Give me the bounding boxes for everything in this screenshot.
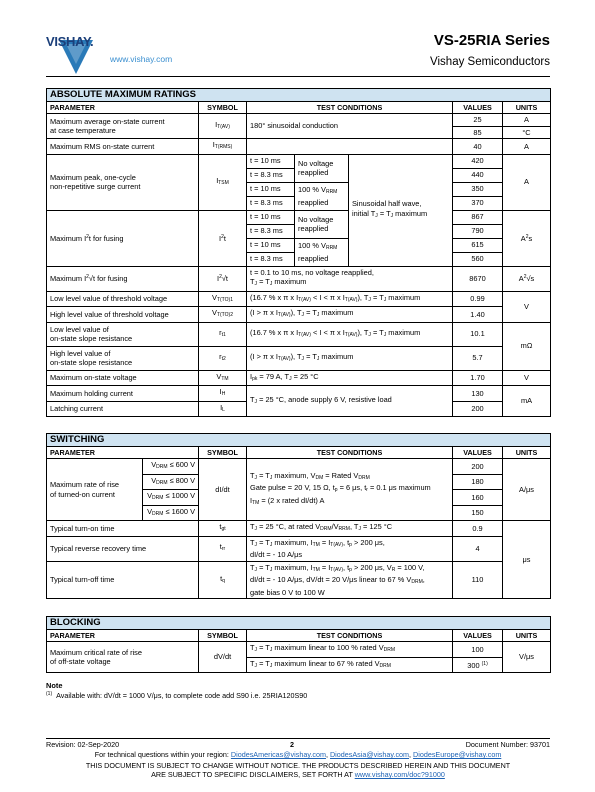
col-header: VALUES — [453, 446, 503, 459]
email-americas-link[interactable]: DiodesAmericas@vishay.com — [230, 750, 326, 759]
condition-cell: t = 0.1 to 10 ms, no voltage reapplied, $T_J = T_J$ maximum — [247, 266, 453, 291]
param-cell: Typical turn-on time — [47, 521, 199, 537]
param-cell: Maximum on-state voltage — [47, 370, 199, 386]
condition-cell: $T_J = T_J$ maximum linear to 100 % rated $V_{DRM}$ — [247, 642, 453, 658]
switching-table — [46, 433, 551, 599]
condition-cell — [247, 139, 453, 155]
symbol-cell: $I^2√t$ — [199, 266, 247, 291]
condition-cell: $T_J = 25$ °C, at rated $V_{DRM}/V_{RRM}$, $T_J = 125$ °C — [247, 521, 453, 537]
unit-cell: μs — [503, 521, 551, 599]
condition-cell: No voltage reapplied — [295, 210, 349, 238]
symbol-cell: $V_{TM}$ — [199, 370, 247, 386]
symbol-cell: $r_{t1}$ — [199, 322, 247, 346]
value-cell: 867 — [453, 210, 503, 224]
condition-cell: $T_J = 25$ °C, anode supply 6 V, resistive load — [247, 386, 453, 417]
col-header: UNITS — [503, 629, 551, 642]
value-cell: 1.70 — [453, 370, 503, 386]
condition-cell: 180° sinusoidal conduction — [247, 114, 453, 139]
unit-cell: V — [503, 291, 551, 322]
email-europe-link[interactable]: DiodesEurope@vishay.com — [413, 750, 502, 759]
condition-cell: (16.7 % x π x $I_{T(AV)} < I < \pi$ x $I_{T(AV)}$), $T_J = T_J$ maximum — [247, 322, 453, 346]
condition-cell: 100 % $V_{RRM}$ reapplied — [295, 182, 349, 210]
symbol-cell: $V_{T(TO)2}$ — [199, 307, 247, 323]
time-cell: t = 10 ms — [247, 182, 295, 196]
col-header: SYMBOL — [199, 446, 247, 459]
value-cell: 370 — [453, 196, 503, 210]
param-cell: Maximum critical rate of rise of off-state voltage — [47, 642, 199, 673]
param-cell: High level value of on-state slope resistance — [47, 346, 199, 370]
time-cell: t = 10 ms — [247, 154, 295, 168]
symbol-cell: $V_{T(TO)1}$ — [199, 291, 247, 307]
time-cell: t = 8.3 ms — [247, 224, 295, 238]
unit-cell: A — [503, 139, 551, 155]
symbol-cell: $I^2t$ — [199, 210, 247, 266]
website-link[interactable]: www.vishay.com — [110, 54, 173, 64]
page-number: 2 — [290, 740, 294, 749]
unit-cell: $A^2√s$ — [503, 266, 551, 291]
condition-cell: (16.7 % x π x $I_{T(AV)} < I < \pi$ x $I_{T(AV)}$), $T_J = T_J$ maximum — [247, 291, 453, 307]
vdrm-cell: $V_{DRM} \le 1000$ V — [143, 490, 199, 506]
col-header: UNITS — [503, 446, 551, 459]
value-cell: 0.99 — [453, 291, 503, 307]
param-cell: Maximum RMS on-state current — [47, 139, 199, 155]
value-cell: 4 — [453, 536, 503, 561]
symbol-cell: $I_{T(AV)}$ — [199, 114, 247, 139]
page-header — [46, 26, 550, 78]
condition-cell: No voltage reapplied — [295, 154, 349, 182]
condition-cell: (I > π x $I_{T(AV)}$), $T_J = T_J$ maximum — [247, 307, 453, 323]
value-cell: 560 — [453, 252, 503, 266]
symbol-cell: $t_q$ — [199, 561, 247, 599]
section-title: SWITCHING — [47, 434, 551, 447]
condition-cell: 100 % $V_{RRM}$ reapplied — [295, 238, 349, 266]
symbol-cell: $I_L$ — [199, 401, 247, 417]
time-cell: t = 8.3 ms — [247, 252, 295, 266]
unit-cell: V/μs — [503, 642, 551, 673]
value-cell: 160 — [453, 490, 503, 506]
unit-cell: mA — [503, 386, 551, 417]
value-cell: 100 — [453, 642, 503, 658]
symbol-cell: $I_H$ — [199, 386, 247, 402]
param-cell: High level value of threshold voltage — [47, 307, 199, 323]
param-cell: Maximum holding current — [47, 386, 199, 402]
time-cell: t = 8.3 ms — [247, 168, 295, 182]
value-cell: 5.7 — [453, 346, 503, 370]
vdrm-cell: $V_{DRM} \le 800$ V — [143, 474, 199, 490]
value-cell: 790 — [453, 224, 503, 238]
unit-cell: °C — [503, 126, 551, 139]
disclaimer-link[interactable]: www.vishay.com/doc?91000 — [354, 770, 445, 779]
value-cell: 615 — [453, 238, 503, 252]
unit-cell: A — [503, 154, 551, 210]
note-title: Note — [46, 681, 63, 690]
value-cell: 200 — [453, 401, 503, 417]
value-cell: 180 — [453, 474, 503, 490]
blocking-table — [46, 616, 551, 673]
abs-max-table — [46, 88, 551, 417]
header-divider — [46, 76, 550, 77]
document-number: Document Number: 93701 — [465, 740, 550, 749]
col-header: VALUES — [453, 101, 503, 114]
time-cell: t = 10 ms — [247, 238, 295, 252]
time-cell: t = 10 ms — [247, 210, 295, 224]
value-cell: 85 — [453, 126, 503, 139]
condition-cell: $T_J = T_J$ maximum, $V_{DM}$ = Rated $V_{DRM}$ Gate pulse = 20 V, 15 Ω, $t_p = 6$ μs, $t_r = 0.1$ μs maximum $I_{TM} = (2$ x rated dI/dt) A — [247, 459, 453, 521]
disclaimer-line: THIS DOCUMENT IS SUBJECT TO CHANGE WITHOUT NOTICE. THE PRODUCTS DESCRIBED HEREIN AND THIS DOCUMENT — [85, 761, 511, 770]
value-cell: 110 — [453, 561, 503, 599]
col-header: PARAMETER — [47, 101, 199, 114]
param-cell: Low level value of threshold voltage — [47, 291, 199, 307]
param-cell: Maximum $I^2t$ for fusing — [47, 210, 199, 266]
col-header: TEST CONDITIONS — [247, 446, 453, 459]
condition-cell: $T_J = T_J$ maximum, $I_{TM} = I_{T(AV)}$, $t_p > 200$ μs, dI/dt = - 10 A/μs — [247, 536, 453, 561]
col-header: PARAMETER — [47, 446, 199, 459]
time-cell: t = 8.3 ms — [247, 196, 295, 210]
condition-cell: $T_J = T_J$ maximum linear to 67 % rated $V_{DRM}$ — [247, 657, 453, 673]
company-name: Vishay Semiconductors — [430, 56, 550, 68]
footer-divider — [46, 738, 550, 739]
condition-cell: Sinusoidal half wave, initial $T_J = T_J$ maximum — [349, 154, 453, 266]
disclaimer-line-2: ARE SUBJECT TO SPECIFIC DISCLAIMERS, SET FORTH AT www.vishay.com/doc?91000 — [151, 770, 445, 779]
vishay-logo: VISHAY. — [46, 26, 106, 76]
condition-cell: $I_{pk} = 79$ A, $T_J = 25$ °C — [247, 370, 453, 386]
unit-cell: A — [503, 114, 551, 127]
value-cell: 350 — [453, 182, 503, 196]
series-title: VS-25RIA Series — [433, 32, 550, 49]
value-cell: 0.9 — [453, 521, 503, 537]
section-title: ABSOLUTE MAXIMUM RATINGS — [47, 89, 551, 102]
param-cell: Maximum peak, one-cycle non-repetitive surge current — [47, 154, 199, 210]
param-cell: Maximum $I^2√t$ for fusing — [47, 266, 199, 291]
value-cell: 300 $^{(1)}$ — [453, 657, 503, 673]
unit-cell: V — [503, 370, 551, 386]
param-cell: Low level value of on-state slope resistance — [47, 322, 199, 346]
col-header: UNITS — [503, 101, 551, 114]
param-cell: Latching current — [47, 401, 199, 417]
value-cell: 40 — [453, 139, 503, 155]
value-cell: 150 — [453, 505, 503, 521]
symbol-cell: dI/dt — [199, 459, 247, 521]
col-header: VALUES — [453, 629, 503, 642]
value-cell: 25 — [453, 114, 503, 127]
note-text: $^{(1)}$ Available with: dV/dt = 1000 V/μs, to complete code add S90 i.e. 25RIA120S90 — [46, 691, 308, 700]
param-cell: Maximum rate of rise of turned-on current — [47, 459, 143, 521]
value-cell: 130 — [453, 386, 503, 402]
unit-cell: mΩ — [503, 322, 551, 370]
condition-cell: $T_J = T_J$ maximum, $I_{TM} = I_{T(AV)}$, $t_p > 200$ μs, $V_R = 100$ V, dI/dt = - 10 A/μs, dV/dt = 20 V/μs linear to 67 % $V_{DRM}$, gate bias 0 V to 100 W — [247, 561, 453, 599]
value-cell: 200 — [453, 459, 503, 475]
col-header: SYMBOL — [199, 629, 247, 642]
value-cell: 440 — [453, 168, 503, 182]
section-title: BLOCKING — [47, 617, 551, 630]
vdrm-cell: $V_{DRM} \le 1600$ V — [143, 505, 199, 521]
param-cell: Maximum average on-state current at case temperature — [47, 114, 199, 139]
col-header: SYMBOL — [199, 101, 247, 114]
value-cell: 8670 — [453, 266, 503, 291]
value-cell: 420 — [453, 154, 503, 168]
symbol-cell: $t_{gt}$ — [199, 521, 247, 537]
symbol-cell: $t_{rr}$ — [199, 536, 247, 561]
col-header: PARAMETER — [47, 629, 199, 642]
col-header: TEST CONDITIONS — [247, 629, 453, 642]
unit-cell: A/μs — [503, 459, 551, 521]
vdrm-cell: $V_{DRM} \le 600$ V — [143, 459, 199, 475]
value-cell: 1.40 — [453, 307, 503, 323]
symbol-cell: $r_{t2}$ — [199, 346, 247, 370]
unit-cell: $A^2s$ — [503, 210, 551, 266]
symbol-cell: dV/dt — [199, 642, 247, 673]
questions-line: For technical questions within your region: DiodesAmericas@vishay.com, DiodesAsia@vishay.com, DiodesEurope@vishay.com — [94, 750, 502, 759]
revision-date: Revision: 02-Sep-2020 — [46, 740, 120, 749]
symbol-cell: $I_{T(RMS)}$ — [199, 139, 247, 155]
condition-cell: (I > π x $I_{T(AV)}$), $T_J = T_J$ maximum — [247, 346, 453, 370]
col-header: TEST CONDITIONS — [247, 101, 453, 114]
param-cell: Typical turn-off time — [47, 561, 199, 599]
param-cell: Typical reverse recovery time — [47, 536, 199, 561]
symbol-cell: $I_{TSM}$ — [199, 154, 247, 210]
value-cell: 10.1 — [453, 322, 503, 346]
email-asia-link[interactable]: DiodesAsia@vishay.com — [329, 750, 410, 759]
